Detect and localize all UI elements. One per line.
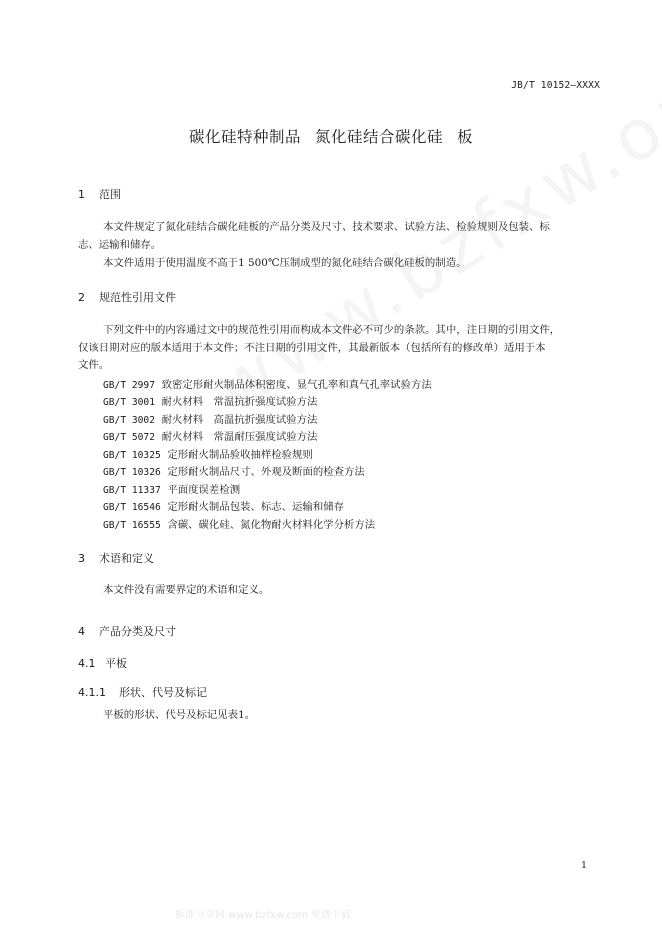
section-1-heading: [78, 186, 121, 202]
section-title: 规范性引用文件: [99, 291, 176, 304]
section-number: 4.1: [78, 657, 96, 670]
section-title: 形状、代号及标记: [119, 686, 207, 699]
reference-item: GB/T 3002 耐火材料 高温抗折强度试验方法: [103, 414, 318, 426]
section-title: 产品分类及尺寸: [99, 625, 176, 638]
section-3-heading: [78, 550, 154, 566]
section-number: 4: [78, 625, 85, 638]
section-4-heading: [78, 623, 176, 639]
subsection-4-1-1-paragraph: 平板的形状、代号及标记见表1。: [103, 709, 256, 721]
section-2-heading: [78, 289, 176, 305]
section-1-paragraph-1: 本文件规定了氮化硅结合碳化硅板的产品分类及尺寸、技术要求、试验方法、检验规则及包装、标 志、运输和储存。: [78, 221, 550, 251]
section-title: 术语和定义: [99, 552, 154, 565]
section-number: 4.1.1: [78, 686, 106, 699]
section-3-paragraph: 本文件没有需要界定的术语和定义。: [103, 584, 270, 596]
reference-item: GB/T 16546 定形耐火制品包装、标志、运输和储存: [103, 501, 345, 513]
document-title: [0, 125, 662, 147]
title-part-2: 氮化硅结合碳化硅: [314, 128, 443, 146]
reference-item: GB/T 2997 致密定形耐火制品体积密度、显气孔率和真气孔率试验方法: [103, 379, 432, 391]
footer-watermark: 标准分享网 www.bzfxw.com 免费下载: [175, 910, 351, 921]
section-number: 3: [78, 552, 85, 565]
reference-item: GB/T 10325 定形耐火制品验收抽样检验规则: [103, 449, 313, 461]
reference-item: GB/T 5072 耐火材料 常温耐压强度试验方法: [103, 431, 318, 443]
section-title: 平板: [105, 657, 127, 670]
reference-item: GB/T 11337 平面度误差检测: [103, 484, 241, 496]
subsection-4-1-1-heading: [78, 684, 207, 700]
reference-item: GB/T 10326 定形耐火制品尺寸、外观及断面的检查方法: [103, 466, 365, 478]
section-number: 1: [78, 188, 85, 201]
reference-item: GB/T 16555 含碳、碳化硅、氮化物耐火材料化学分析方法: [103, 519, 376, 531]
title-part-3: 板: [457, 128, 474, 146]
standard-number: JB/T 10152—XXXX: [511, 80, 600, 91]
section-1-paragraph-2: 本文件适用于使用温度不高于1 500℃压制成型的氮化硅结合碳化硅板的制造。: [103, 257, 467, 269]
section-title: 范围: [99, 188, 121, 201]
reference-item: GB/T 3001 耐火材料 常温抗折强度试验方法: [103, 396, 318, 408]
section-number: 2: [78, 291, 85, 304]
subsection-4-1-heading: [78, 655, 127, 671]
title-part-1: 碳化硅特种制品: [188, 128, 301, 146]
section-2-paragraph: 下列文件中的内容通过文中的规范性引用而构成本文件必不可少的条款。其中，注日期的引用文件， 仅该日期对应的版本适用于本文件；不注日期的引用文件，其最新版本（包括所有的修改单）适用于本 文件。: [78, 324, 561, 371]
page-number: 1: [580, 860, 587, 871]
